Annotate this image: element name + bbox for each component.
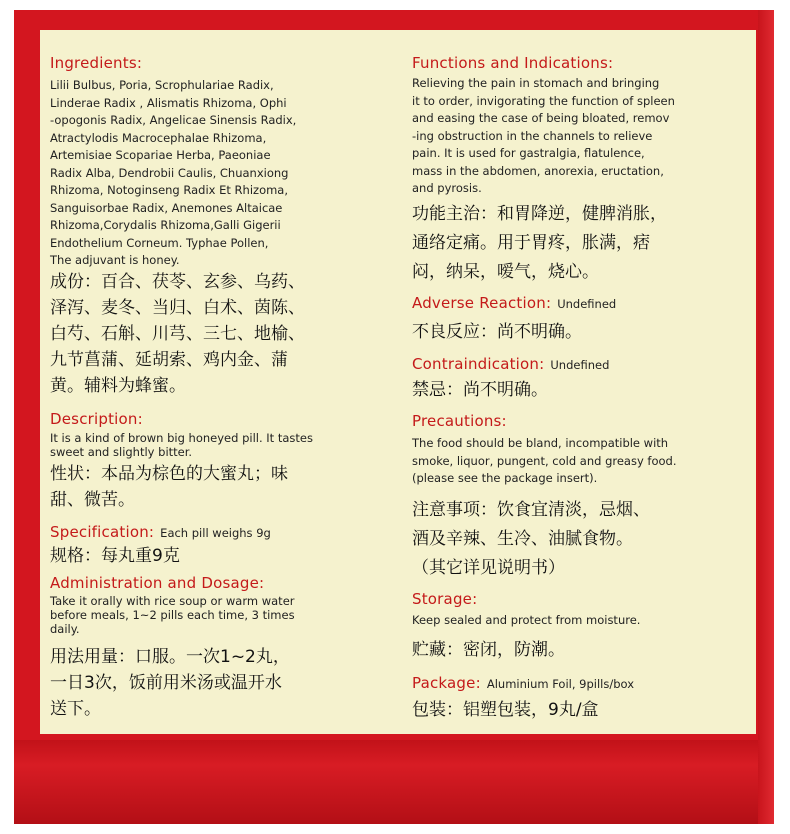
package-box-side-edge	[758, 10, 774, 824]
description-zh-line: 甜、微苦。	[50, 490, 135, 510]
functions-en-line: it to order, invigorating the function of spleen	[412, 93, 675, 108]
specification-value: Each pill weighs 9g	[160, 526, 271, 540]
specification-heading	[50, 523, 271, 542]
storage-zh-line: 贮藏：密闭，防潮。	[412, 640, 565, 660]
functions-heading: Functions and Indications:	[412, 54, 614, 72]
functions-en-line: Relieving the pain in stomach and bringing	[412, 76, 660, 90]
administration-en-line: Take it orally with rice soup or warm water	[50, 594, 295, 608]
administration-en-line: before meals, 1~2 pills each time, 3 times	[50, 608, 295, 622]
description-en-line: It is a kind of brown big honeyed pill. It tastes	[50, 431, 313, 445]
package-box-bottom-band	[14, 740, 774, 824]
administration-zh-line: 用法用量：口服。一次1~2丸，	[50, 647, 290, 667]
functions-en-line: pain. It is used for gastralgia, flatulence,	[412, 146, 645, 160]
package-zh-line: 包装：铝塑包装，9丸/盒	[412, 700, 599, 720]
specification-zh-line: 规格：每丸重9克	[50, 546, 180, 566]
adverse-heading	[412, 294, 616, 313]
label-panel	[40, 30, 756, 734]
administration-heading: Administration and Dosage:	[50, 574, 265, 592]
administration-zh-line: 送下。	[50, 699, 101, 719]
precautions-zh-line: 酒及辛辣、生冷、油腻食物。	[412, 529, 633, 549]
functions-zh-line: 功能主治：和胃降逆，健脾消胀，	[412, 204, 667, 224]
functions-en-line: mass in the abdomen, anorexia, eructation,	[412, 163, 664, 178]
adverse-zh-line: 不良反应：尚不明确。	[412, 322, 582, 342]
ingredients-en-line: Rhizoma,Corydalis Rhizoma,Galli Gigerii	[50, 218, 281, 232]
ingredients-zh-line: 白芍、石斛、川芎、三七、地榆、	[50, 324, 305, 344]
precautions-en-line: smoke, liquor, pungent, cold and greasy food.	[412, 453, 677, 468]
package-heading-label: Package:	[412, 674, 481, 692]
precautions-heading: Precautions:	[412, 412, 507, 430]
description-heading: Description:	[50, 410, 143, 428]
specification-heading-label: Specification:	[50, 523, 155, 541]
storage-heading: Storage:	[412, 590, 478, 608]
functions-en-line: and easing the case of being bloated, remov	[412, 111, 670, 125]
ingredients-zh-line: 成份：百合、茯苓、玄参、乌药、	[50, 272, 305, 292]
precautions-zh-line: 注意事项：饮食宜清淡，忌烟、	[412, 500, 650, 520]
ingredients-zh-line: 泽泻、麦冬、当归、白术、茵陈、	[50, 298, 305, 318]
adverse-value: Undefined	[557, 297, 617, 311]
ingredients-zh-line: 黄。辅料为蜂蜜。	[50, 376, 186, 396]
ingredients-en-line: Atractylodis Macrocephalae Rhizoma,	[50, 130, 267, 145]
ingredients-en-line: Linderae Radix , Alismatis Rhizoma, Ophi	[50, 95, 287, 110]
description-en-line: sweet and slightly bitter.	[50, 445, 193, 459]
contraindication-heading-label: Contraindication:	[412, 355, 545, 373]
contraindication-heading	[412, 355, 609, 374]
administration-en-line: daily.	[50, 622, 80, 636]
administration-zh-line: 一日3次，饭前用米汤或温开水	[50, 673, 282, 693]
left-column	[50, 30, 370, 730]
ingredients-en-line: -opogonis Radix, Angelicae Sinensis Radix,	[50, 113, 297, 127]
description-zh-line: 性状：本品为棕色的大蜜丸；味	[50, 464, 288, 484]
ingredients-en-line: Endothelium Corneum. Typhae Pollen,	[50, 235, 269, 250]
ingredients-en-line: Artemisiae Scopariae Herba, Paeoniae	[50, 148, 271, 162]
ingredients-en-line: Rhizoma, Notoginseng Radix Et Rhizoma,	[50, 183, 289, 197]
precautions-en-line: (please see the package insert).	[412, 471, 598, 485]
storage-en-line: Keep sealed and protect from moisture.	[412, 613, 641, 627]
package-value: Aluminium Foil, 9pills/box	[486, 677, 635, 691]
functions-en-line: -ing obstruction in the channels to relieve	[412, 128, 653, 143]
adverse-heading-label: Adverse Reaction:	[412, 294, 552, 312]
ingredients-heading: Ingredients:	[50, 54, 143, 72]
contraindication-zh-line: 禁忌：尚不明确。	[412, 380, 548, 400]
package-heading	[412, 674, 634, 693]
contraindication-value: Undefined	[550, 358, 610, 372]
functions-zh-line: 闷，纳呆，嗳气，烧心。	[412, 262, 599, 282]
ingredients-zh-line: 九节菖蒲、延胡索、鸡内金、蒲	[50, 350, 288, 370]
functions-en-line: and pyrosis.	[412, 181, 482, 195]
ingredients-en-line: Lilii Bulbus, Poria, Scrophulariae Radix,	[50, 78, 274, 92]
precautions-zh-line: （其它详见说明书）	[412, 558, 565, 578]
right-column	[412, 30, 752, 730]
precautions-en-line: The food should be bland, incompatible with	[412, 436, 669, 450]
functions-zh-line: 通络定痛。用于胃疼，胀满，痞	[412, 233, 650, 253]
ingredients-en-line: The adjuvant is honey.	[50, 253, 180, 267]
ingredients-en-line: Sanguisorbae Radix, Anemones Altaicae	[50, 200, 283, 215]
ingredients-en-line: Radix Alba, Dendrobii Caulis, Chuanxiong	[50, 165, 289, 180]
